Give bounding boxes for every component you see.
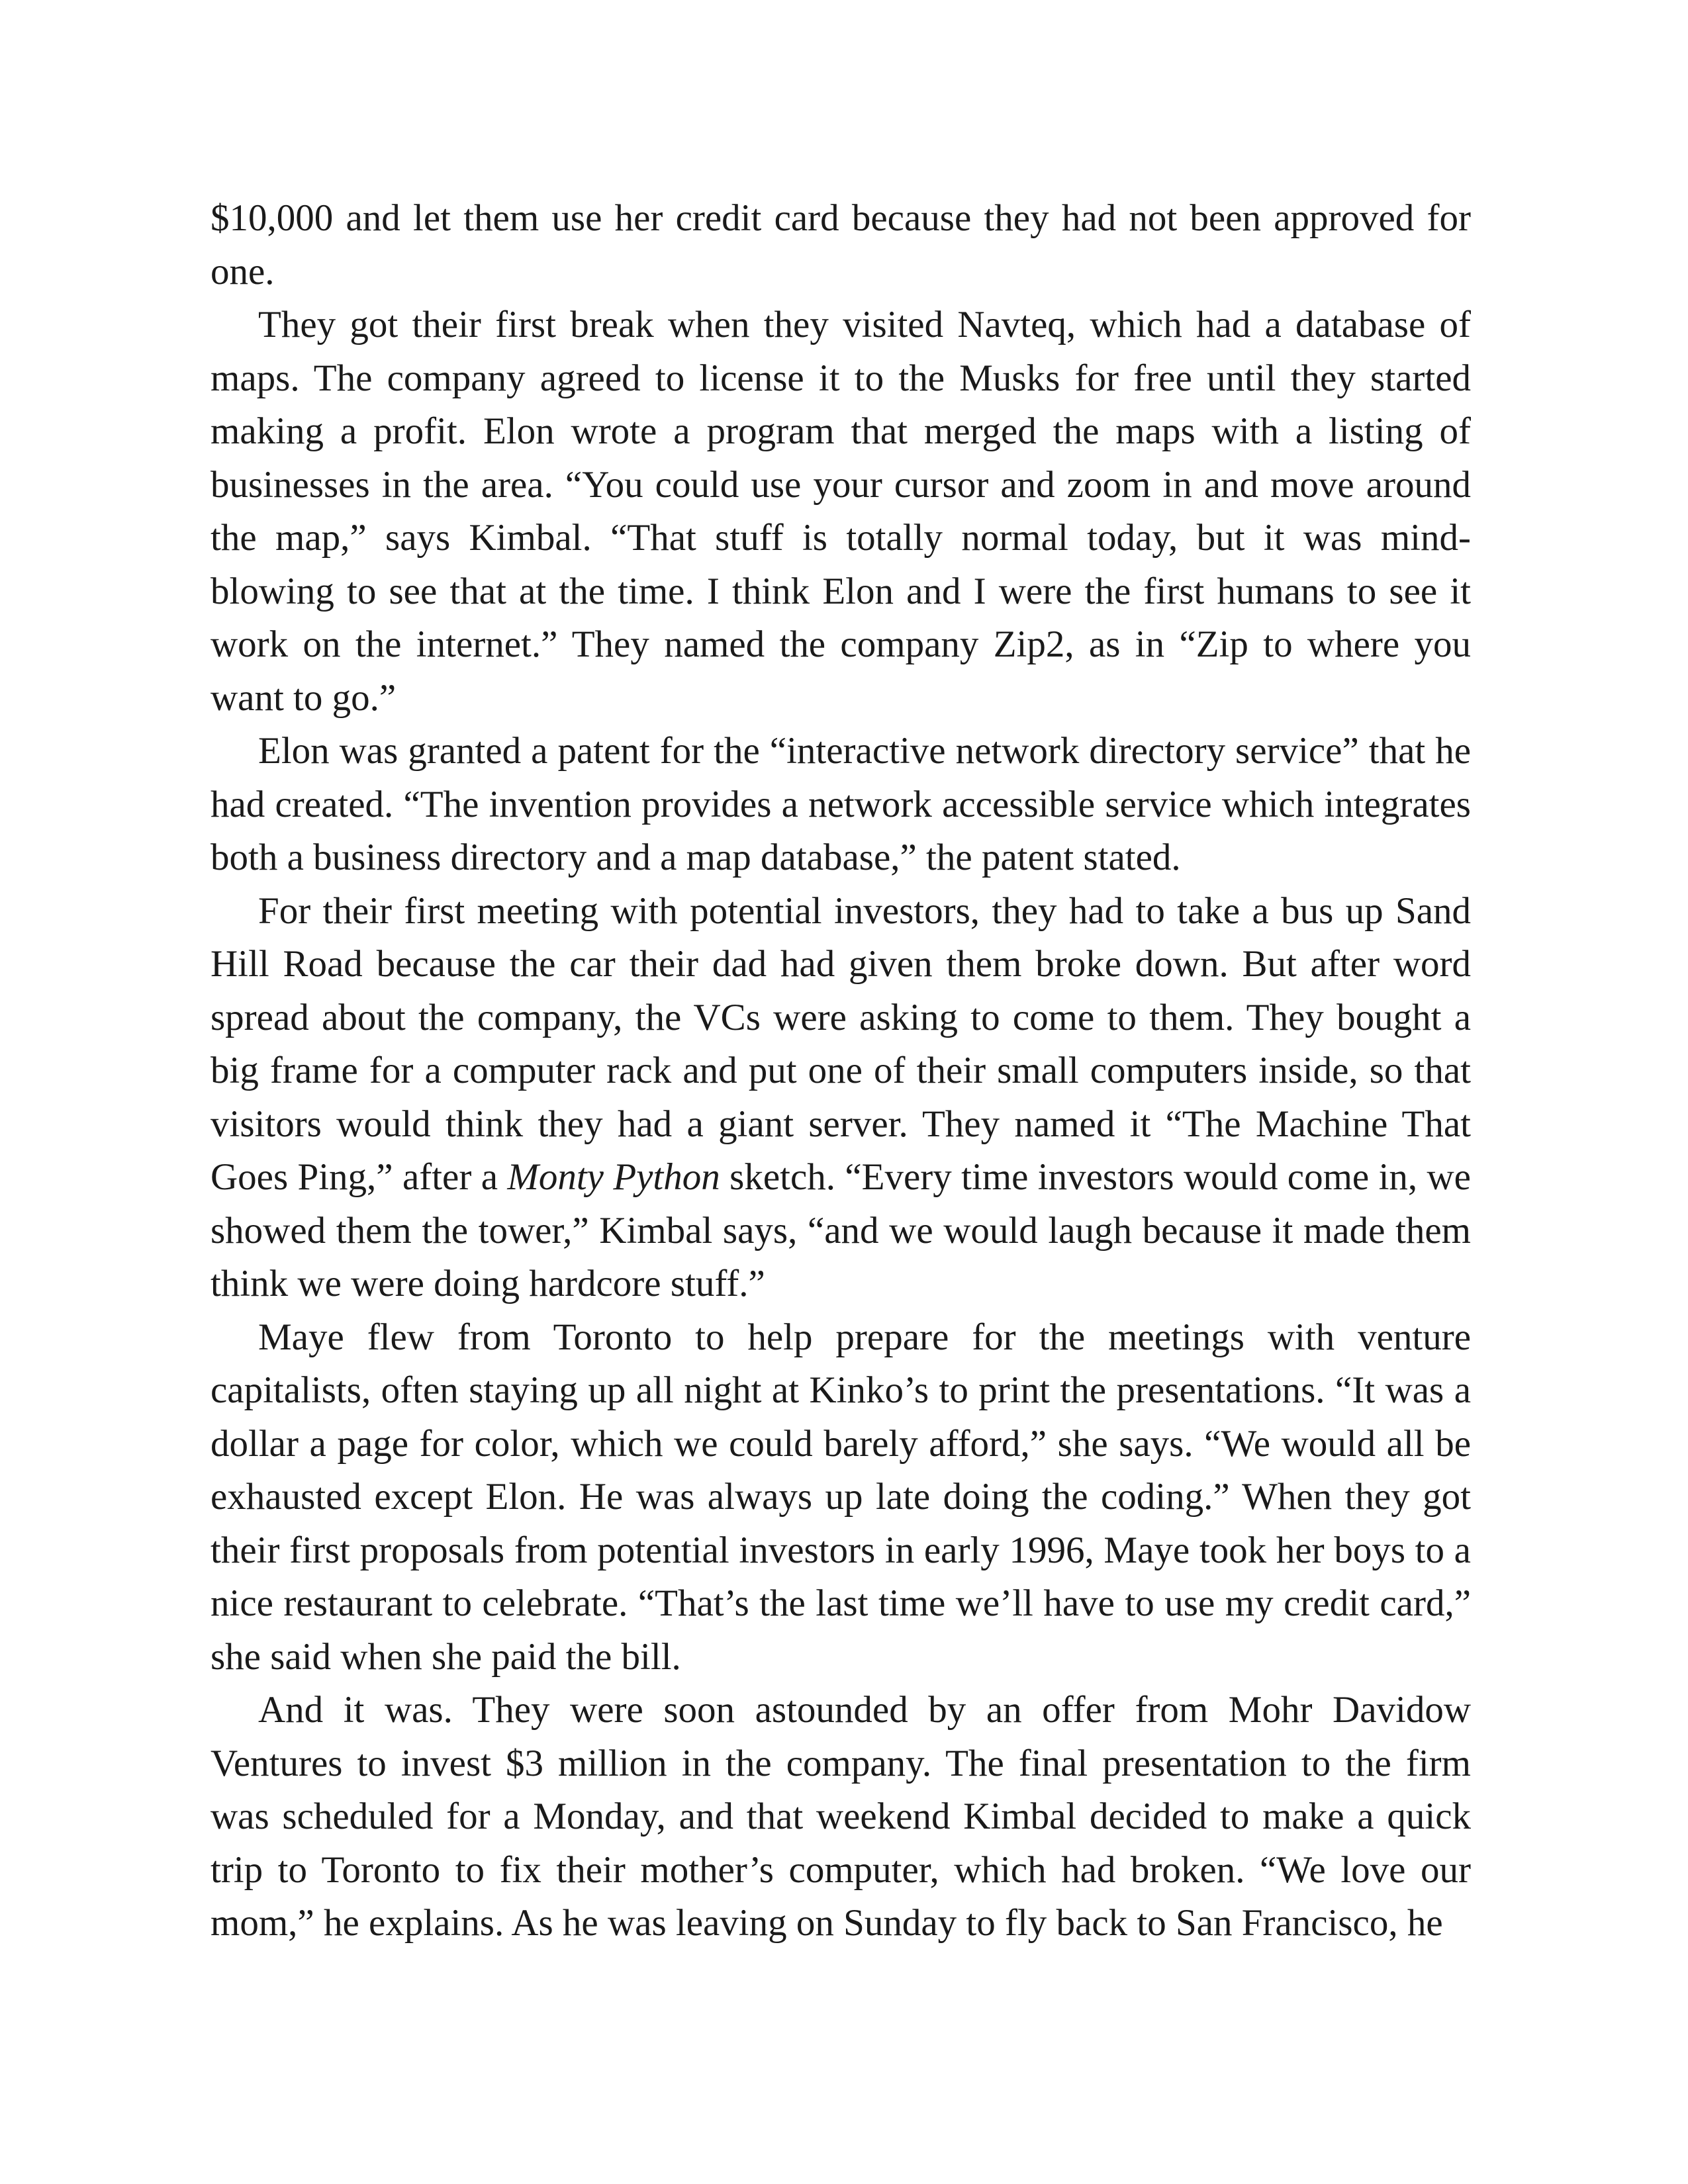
paragraph-navteq: They got their first break when they visited Navteq, which had a database of maps. The company agreed to license it to the Musks for free until they started making a profit. Elon wrote a program that merged the maps with a listing of businesses in the area. “You could use your cursor and zoom in and move around the map,” says Kimbal. “That stuff is totally normal today, but it was mind-blowing to see that at the time. I think Elon and I were the first humans to see it work on the internet.” They named the company Zip2, as in “Zip to where you want to go.” xyxy=(211,304,1471,719)
paragraph-maye: Maye flew from Toronto to help prepare for the meetings with venture capitalists, often staying up all night at Kinko’s to print the presentations. “It was a dollar a page for color, which we could barely afford,” she says. “We would all be exhausted except Elon. He was always up late doing the coding.” When they got their first proposals from potential investors in early 1996, Maye took her boys to a nice restaurant to celebrate. “That’s the last time we’ll have to use my credit card,” she said when she paid the bill. xyxy=(211,1316,1471,1678)
paragraph-investors xyxy=(211,885,1471,1311)
paragraph-continuation: $10,000 and let them use her credit card because they had not been approved for one. xyxy=(211,197,1471,293)
paragraph-investors-text-before: For their first meeting with potential investors, they had to take a bus up Sand Hill Road because the car their dad had given them broke down. But after word spread about the company, the VCs were asking to come to them. They bought a big frame for a computer rack and put one of their small computers inside, so that visitors would think they had a giant server. They named it “The Machine That Goes Ping,” after a xyxy=(211,889,1471,1198)
monty-python-title: Monty Python xyxy=(507,1156,720,1198)
book-page-body xyxy=(211,192,1471,1950)
paragraph-investors-text-after: sketch. “Every time investors would come in, we showed them the tower,” Kimbal says, “and we would laugh because it made them think we were doing hardcore stuff.” xyxy=(211,1156,1471,1304)
paragraph-mohr-davidow: And it was. They were soon astounded by an offer from Mohr Davidow Ventures to invest $3 million in the company. The final presentation to the firm was scheduled for a Monday, and that weekend Kimbal decided to make a quick trip to Toronto to fix their mother’s computer, which had broken. “We love our mom,” he explains. As he was leaving on Sunday to fly back to San Francisco, he xyxy=(211,1689,1471,1944)
paragraph-patent: Elon was granted a patent for the “interactive network directory service” that he had created. “The invention provides a network accessible service which integrates both a business directory and a map database,” the patent stated. xyxy=(211,730,1471,878)
